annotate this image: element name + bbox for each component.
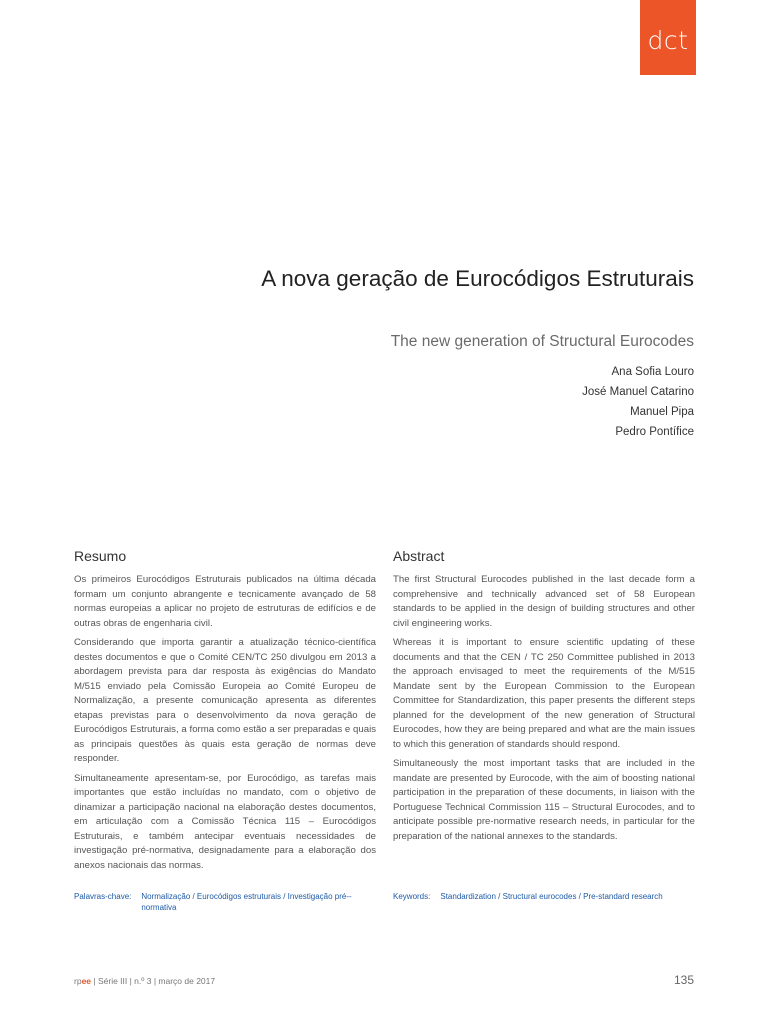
article-title: A nova geração de Eurocódigos Estruturais (261, 266, 694, 291)
section-tab (640, 0, 696, 75)
resumo-paragraph: Considerando que importa garantir a atualização técnico-científica destes documentos e que o Comité CEN/TC 250 divulgou em 2013 a abordagem prevista para dar resposta às exigências do Mandato M/515 enviado pela Comissão Europeia ao Comité Europeu de Normalização, a presente comunicação apresenta as diferentes etapas previstas para o desenvolvimento da nova geração de Eurocódigos Estruturais, a forma como estão a ser preparadas e quais as principais questões às quais esta geração de normas deve responder. (74, 637, 376, 764)
page-number: 135 (673, 973, 694, 987)
abstract-keywords (393, 891, 695, 902)
section-tab-label: dct (647, 26, 689, 55)
resumo-section (74, 548, 376, 878)
abstract-paragraph: Simultaneously the most important tasks that are included in the mandate are presented by Eurocode, with the aim of boosting national participation in the preparation of these documents, in liaison with the Portuguese Technical Commission 115 – Structural Eurocodes, and to anticipate possible pre-normative research needs, in particular for the preparation of the national annexes to the standards. (393, 758, 695, 842)
abstract-section (393, 548, 695, 849)
author-name: Manuel Pipa (630, 406, 694, 418)
keywords-value: Standardization / Structural eurocodes / Pre-standard research (440, 892, 663, 901)
author-name: Ana Sofia Louro (611, 366, 694, 378)
journal-name-prefix: rp (74, 976, 82, 986)
resumo-keywords (74, 891, 376, 913)
article-subtitle: The new generation of Structural Eurocodes (390, 333, 694, 350)
keywords-label: Keywords: (393, 892, 431, 901)
resumo-paragraph: Simultaneamente apresentam-se, por Eurocódigo, as tarefas mais importantes que estão incluídas no mandato, com o objetivo de dinamizar a participação nacional na elaboração destes documentos, em articulação com a Comissão Técnica 115 – Eurocódigos Estruturais, e também antecipar eventuais necessidades de investigação pré-normativa, designadamente para a elaboração dos anexos nacionais das normas. (74, 772, 376, 871)
abstract-paragraph: Whereas it is important to ensure scientific updating of these documents and that the CEN / TC 250 Committee published in 2013 the approach envisaged to meet the requirements of the M/515 Mandate sent by the European Commission to the European Committee for Standardization, this paper presents the different steps planned for the development of the new generation of Structural Eurocodes, how they are being prepared and what are the main issues to which this generation of standards should respond. (393, 637, 695, 750)
abstract-heading: Abstract (393, 548, 445, 564)
keywords-value: Normalização / Eurocódigos estruturais / Investigação pré--normativa (141, 892, 352, 912)
journal-footer (74, 976, 215, 986)
author-list (582, 362, 694, 442)
resumo-heading: Resumo (74, 548, 127, 564)
abstract-paragraph: The first Structural Eurocodes published in the last decade form a comprehensive and technically advanced set of 58 European standards to be applied in the design of building structures and other civil engineering works. (393, 574, 695, 629)
author-name: José Manuel Catarino (582, 386, 694, 398)
keywords-label: Palavras-chave: (74, 892, 132, 901)
journal-name-suffix: ee (81, 976, 92, 986)
author-name: Pedro Pontífice (615, 426, 694, 438)
resumo-paragraph: Os primeiros Eurocódigos Estruturais publicados na última década formam um conjunto abrangente e tecnicamente avançado de 58 normas europeias a aplicar no projeto de estruturas de edifícios e de outras obras de engenharia civil. (74, 574, 376, 629)
issue-info: | Série III | n.º 3 | março de 2017 (91, 976, 216, 986)
